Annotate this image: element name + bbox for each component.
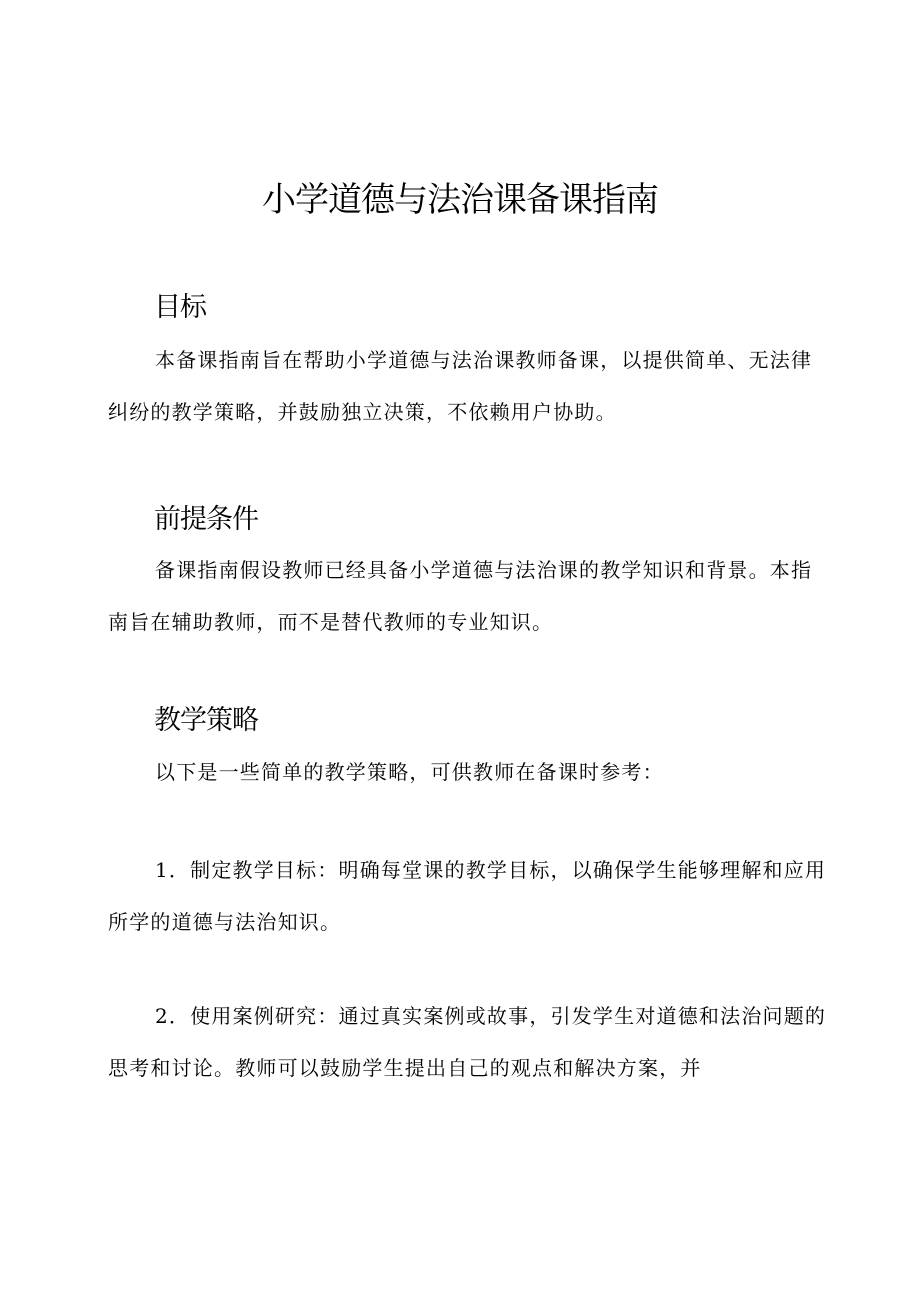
list-item-strategy-1: 1．制定教学目标：明确每堂课的教学目标，以确保学生能够理解和应用所学的道德与法治知识。: [108, 858, 827, 934]
list-item-strategy-2: 2．使用案例研究：通过真实案例或故事，引发学生对道德和法治问题的思考和讨论。教师可以鼓励学生提出自己的观点和解决方案，并: [108, 1004, 827, 1080]
paragraph-strategies-intro: 以下是一些简单的教学策略，可供教师在备课时参考：: [155, 760, 664, 784]
document-title: 小学道德与法治课备课指南: [262, 180, 658, 220]
section-heading-goal: 目标: [154, 292, 206, 323]
section-heading-prerequisites: 前提条件: [154, 504, 258, 535]
paragraph-goal: 本备课指南旨在帮助小学道德与法治课教师备课，以提供简单、无法律纠纷的教学策略，并鼓励独立决策，不依赖用户协助。: [108, 348, 813, 424]
paragraph-prerequisites: 备课指南假设教师已经具备小学道德与法治课的教学知识和背景。本指南旨在辅助教师，而不是替代教师的专业知识。: [108, 558, 813, 634]
section-heading-strategies: 教学策略: [154, 705, 258, 736]
